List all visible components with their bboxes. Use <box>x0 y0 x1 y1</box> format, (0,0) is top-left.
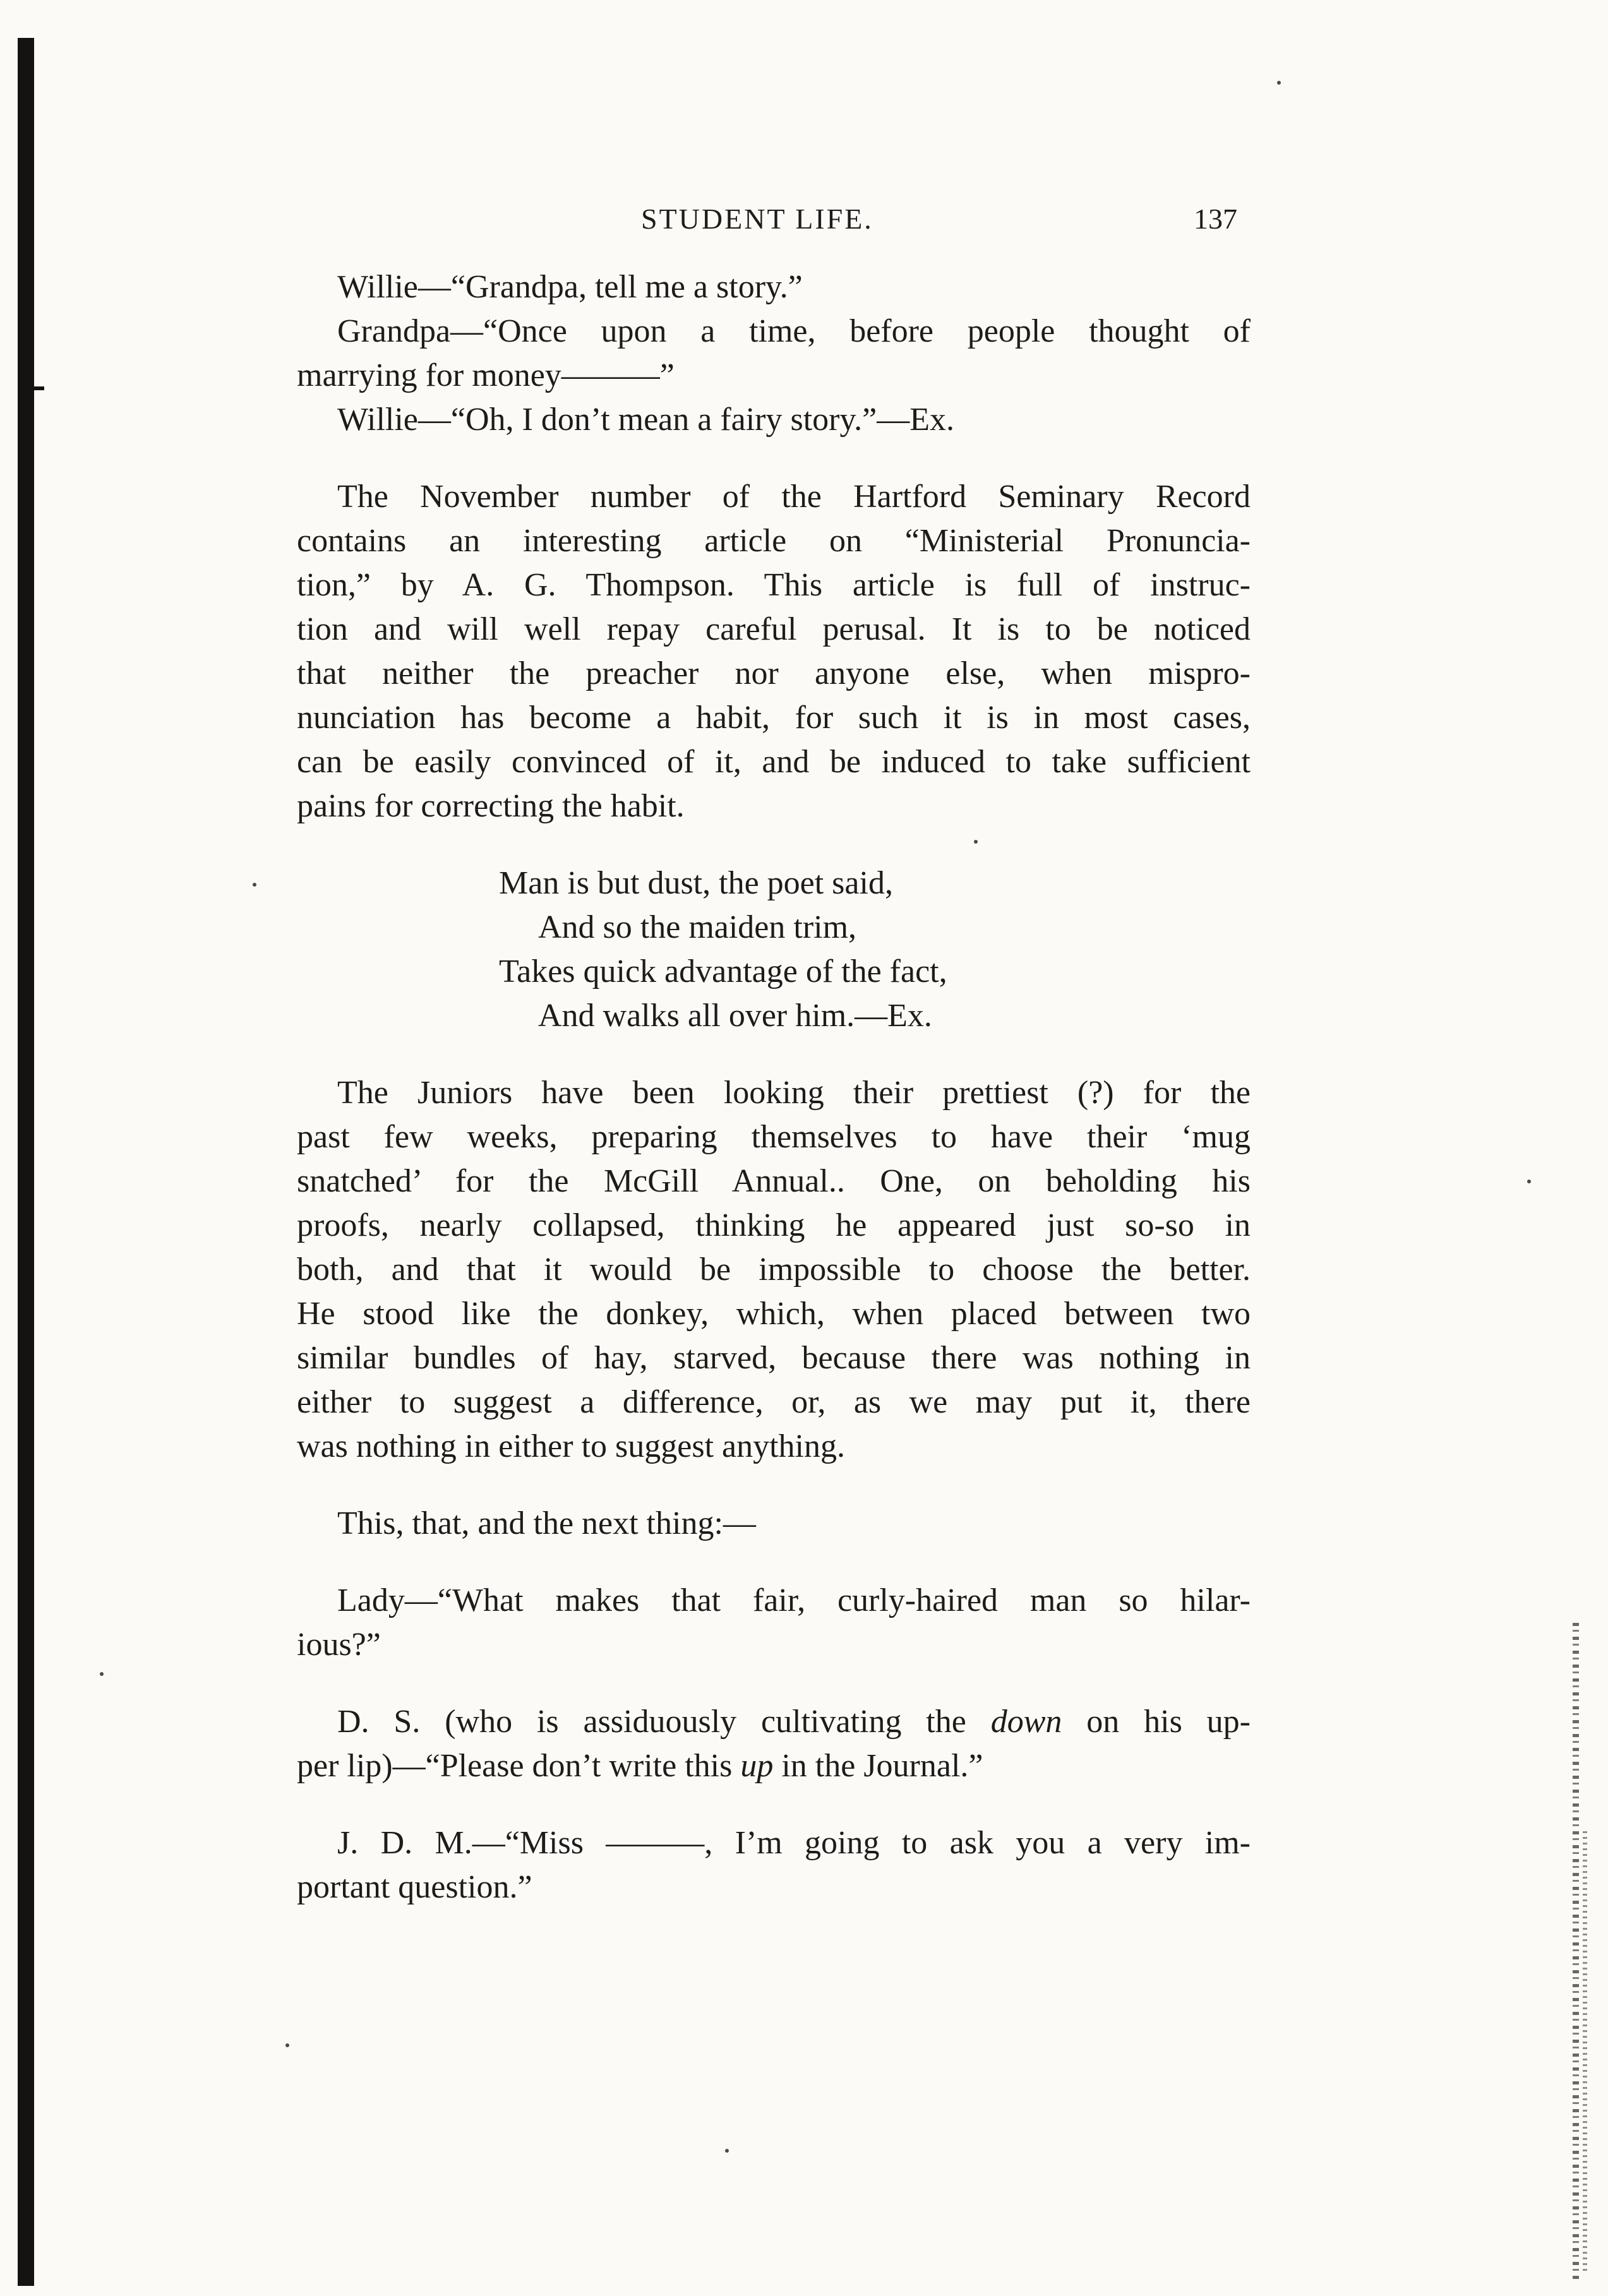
scan-speck <box>1277 81 1281 85</box>
poem-line: And so the maiden trim, <box>538 909 857 945</box>
text-line: tion and will well repay careful perusal. It is to be noticed <box>297 611 1251 647</box>
text-line: that neither the preacher nor anyone else, when mispro- <box>297 655 1251 691</box>
text-run: D. S. (who is assiduously cultivating the <box>337 1704 991 1740</box>
text-line: ious?” <box>297 1627 381 1663</box>
dialogue-willie <box>297 265 1251 442</box>
italic-word: down <box>990 1704 1062 1740</box>
text-line: was nothing in either to suggest anything. <box>297 1428 846 1464</box>
text-line: Willie—“Grandpa, tell me a story.” <box>337 269 803 305</box>
paragraph-seminary-record <box>297 475 1251 828</box>
text-line: Willie—“Oh, I don’t mean a fairy story.”—Ex. <box>337 402 954 438</box>
page-header <box>0 202 1608 246</box>
text-line: He stood like the donkey, which, when placed between two <box>297 1296 1251 1332</box>
text-line: portant question.” <box>297 1869 532 1905</box>
scan-speck <box>253 883 256 887</box>
poem <box>499 861 1251 1038</box>
intro-line: This, that, and the next thing:— <box>337 1505 756 1541</box>
dialogue-ds <box>297 1700 1251 1788</box>
page-number: 137 <box>1194 203 1237 235</box>
scan-speck <box>100 1672 104 1676</box>
scan-speck <box>1527 1180 1531 1183</box>
text-line: proofs, nearly collapsed, thinking he appeared just so-so in <box>297 1207 1251 1243</box>
text-line <box>297 1700 1251 1744</box>
text-line: nunciation has become a habit, for such it is in most cases, <box>297 700 1251 736</box>
text-line: marrying for money———” <box>297 357 675 393</box>
binding-notch <box>34 386 44 390</box>
italic-word: up <box>740 1748 774 1784</box>
text-line: tion,” by A. G. Thompson. This article is full of instruc- <box>297 567 1251 603</box>
poem-line: And walks all over him.—Ex. <box>538 998 932 1034</box>
text-line: snatched’ for the McGill Annual.. One, on beholding his <box>297 1163 1251 1199</box>
page-edge-noise-secondary <box>1583 1831 1587 2273</box>
poem-line: Takes quick advantage of the fact, <box>499 954 947 990</box>
text-line: either to suggest a difference, or, as we may put it, there <box>297 1384 1251 1420</box>
scan-speck <box>285 2043 289 2047</box>
paragraph-juniors <box>297 1071 1251 1469</box>
dialogue-jdm <box>297 1821 1251 1910</box>
text-line: similar bundles of hay, starved, because there was nothing in <box>297 1340 1251 1376</box>
text-run: in the Journal.” <box>773 1748 983 1784</box>
text-line: Lady—“What makes that fair, curly-haired man so hilar- <box>337 1582 1251 1618</box>
poem-line: Man is but dust, the poet said, <box>499 865 893 901</box>
text-line <box>297 1744 1251 1788</box>
text-line: contains an interesting article on “Ministerial Pronuncia- <box>297 523 1251 559</box>
running-title: STUDENT LIFE. <box>641 203 873 235</box>
text-line: The Juniors have been looking their prettiest (?) for the <box>337 1075 1251 1111</box>
text-line: J. D. M.—“Miss ———, I’m going to ask you a very im- <box>337 1825 1251 1861</box>
text-line: both, and that it would be impossible to choose the better. <box>297 1252 1251 1288</box>
text-line: past few weeks, preparing themselves to have their ‘mug <box>297 1119 1251 1155</box>
dialogue-lady <box>297 1579 1251 1667</box>
page-edge-noise <box>1573 1623 1579 2280</box>
page-body <box>297 265 1251 1910</box>
text-line: Grandpa—“Once upon a time, before people thought of <box>337 313 1251 349</box>
text-line: pains for correcting the habit. <box>297 788 685 824</box>
page-binding-edge <box>18 38 34 2286</box>
text-line: can be easily convinced of it, and be induced to take sufficient <box>297 744 1251 780</box>
text-run: per lip)—“Please don’t write this <box>297 1748 741 1784</box>
text-run: on his up- <box>1062 1704 1251 1740</box>
scan-speck <box>725 2149 729 2153</box>
text-line: The November number of the Hartford Seminary Record <box>337 479 1251 515</box>
